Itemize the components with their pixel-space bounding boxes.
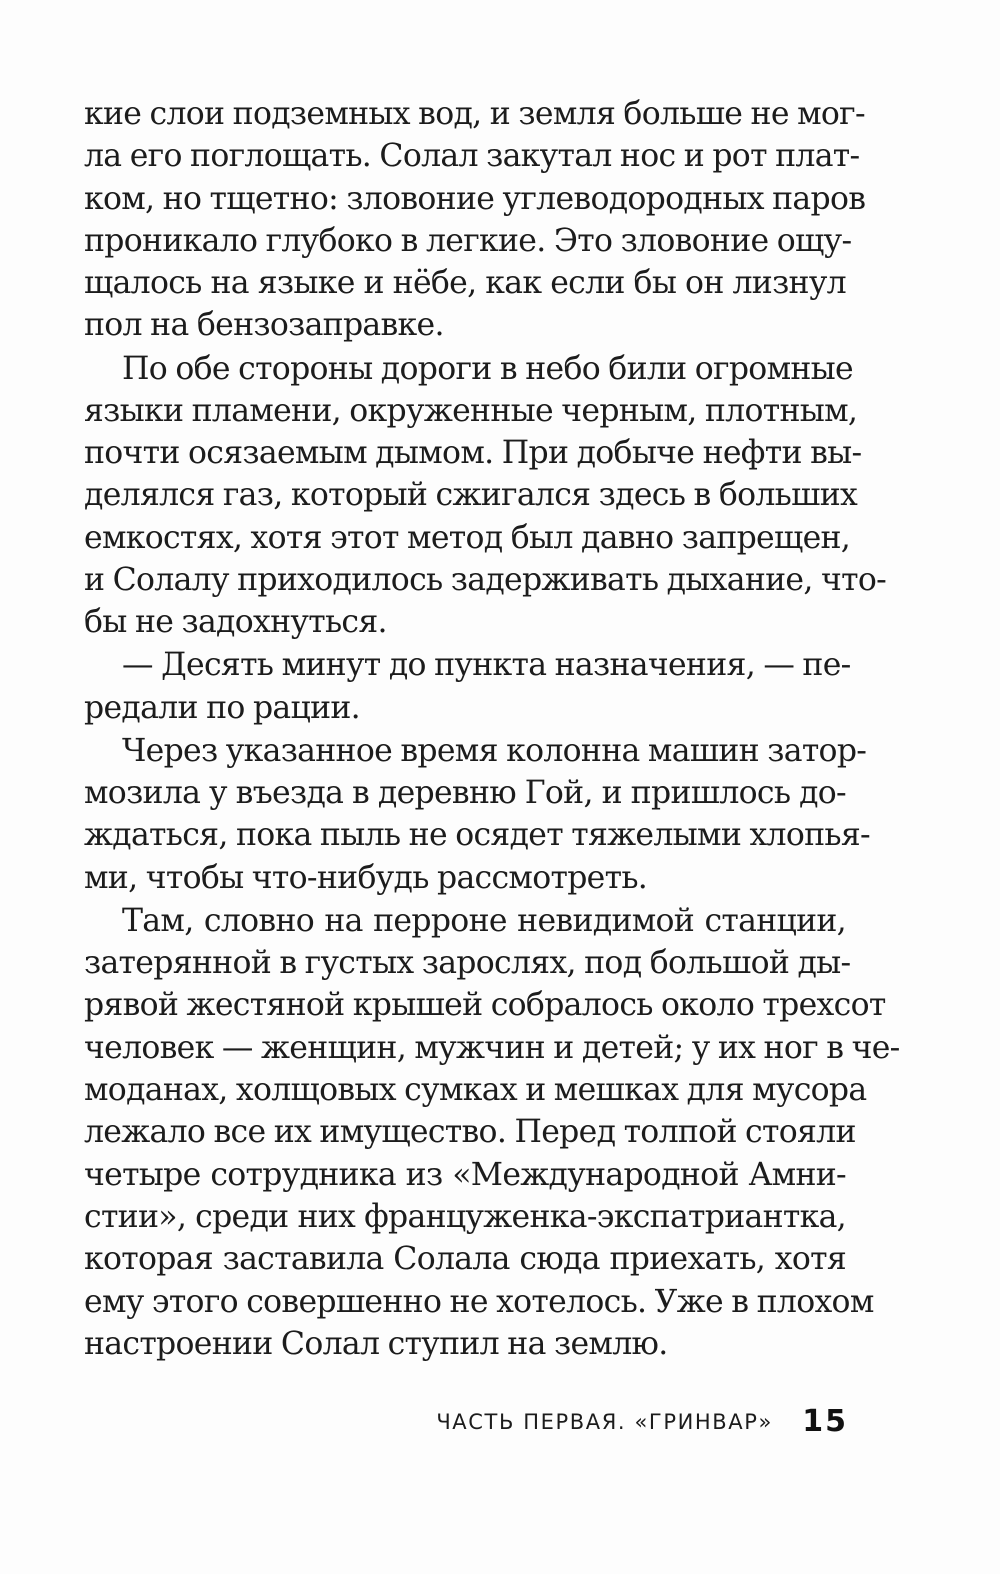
text-line: ми, чтобы что-нибудь рассмотреть. [84, 859, 648, 896]
text-line: которая заставила Солала сюда приехать, хотя [84, 1241, 846, 1278]
text-line: затерянной в густых зарослях, под большой ды- [84, 945, 851, 982]
running-head: ЧАСТЬ ПЕРВАЯ. «ГРИНВАР» [436, 1410, 773, 1434]
body-text [84, 93, 900, 1365]
text-line: бы не задохнуться. [84, 604, 387, 641]
text-line: ла его поглощать. Солал закутал нос и рот плат- [84, 138, 860, 175]
text-line: проникало глубоко в легкие. Это зловоние ощу- [84, 222, 852, 259]
text-line: ему этого совершенно не хотелось. Уже в плохом [84, 1283, 874, 1320]
text-line: Через указанное время колонна машин затор- [122, 732, 867, 769]
text-line: щалось на языке и нёбе, как если бы он лизнул [84, 265, 846, 302]
text-line: ждаться, пока пыль не осядет тяжелыми хлопья- [84, 817, 870, 854]
text-line: моданах, холщовых сумках и мешках для мусора [84, 1072, 867, 1109]
page-number: 15 [802, 1404, 848, 1439]
text-line: мозила у въезда в деревню Гой, и пришлось до- [84, 775, 846, 812]
page-footer [0, 1406, 848, 1442]
paragraph-5 [84, 900, 900, 1365]
text-line: рявой жестяной крышей собралось около трехсот [84, 987, 886, 1024]
paragraph-1 [84, 93, 866, 347]
text-line: По обе стороны дороги в небо били огромные [122, 350, 853, 387]
text-line: почти осязаемым дымом. При добыче нефти вы- [84, 435, 862, 472]
text-line: делялся газ, который сжигался здесь в больших [84, 477, 858, 514]
text-line: четыре сотрудника из «Международной Амни- [84, 1156, 846, 1193]
text-line: стии», среди них француженка-экспатриантка, [84, 1198, 846, 1235]
text-line: человек — женщин, мужчин и детей; у их ног в че- [84, 1029, 900, 1066]
text-line: — Десять минут до пункта назначения, — пе- [122, 647, 851, 684]
paragraph-3 [84, 644, 851, 729]
text-line: ком, но тщетно: зловоние углеводородных паров [84, 180, 866, 217]
text-line: редали по рации. [84, 689, 360, 726]
text-line: емкостях, хотя этот метод был давно запрещен, [84, 519, 851, 556]
text-line: настроении Солал ступил на землю. [84, 1325, 668, 1362]
text-line: пол на бензозаправке. [84, 307, 444, 344]
text-line: и Солалу приходилось задерживать дыхание, что- [84, 562, 887, 599]
paragraph-2 [84, 348, 887, 644]
paragraph-4 [84, 730, 870, 899]
text-line: языки пламени, окруженные черным, плотным, [84, 392, 858, 429]
text-line: лежало все их имущество. Перед толпой стояли [84, 1114, 856, 1151]
text-line: кие слои подземных вод, и земля больше не мог- [84, 96, 865, 132]
text-line: Там, словно на перроне невидимой станции, [122, 902, 846, 939]
